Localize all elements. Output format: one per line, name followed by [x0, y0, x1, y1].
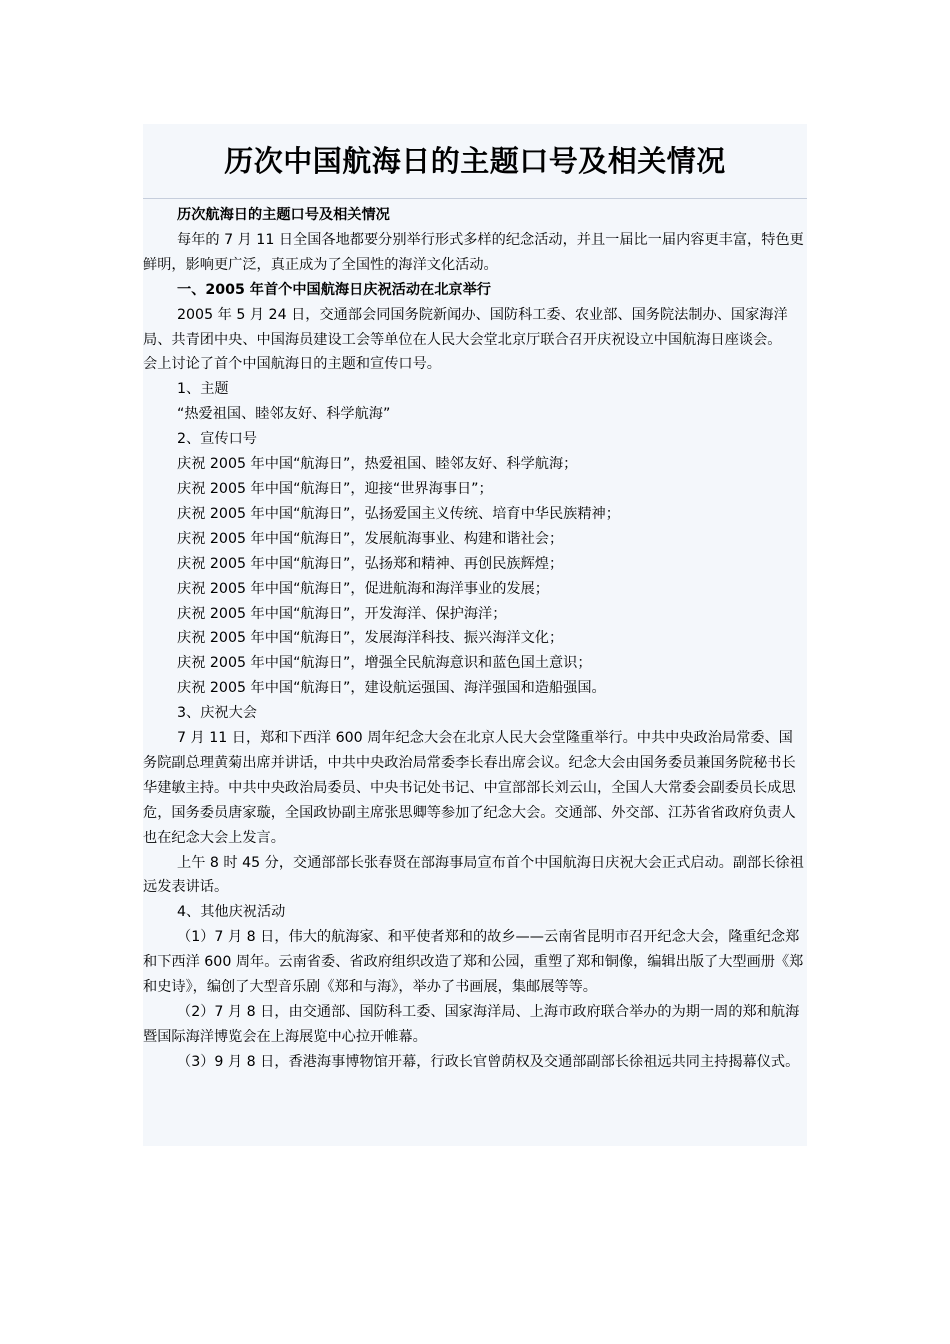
body-paragraph: 1、主题: [177, 381, 229, 398]
body-paragraph: “热爱祖国、睦邻友好、科学航海”: [177, 406, 391, 423]
body-paragraph: 2005 年 5 月 24 日，交通部会同国务院新闻办、国防科工委、农业部、国务院法制办、国家海洋局、共青团中央、中国海员建设工会等单位在人民大会堂北京厅联合召开庆祝设立中国航海日座谈会。: [143, 306, 788, 348]
body-paragraph: 7 月 11 日，郑和下西洋 600 周年纪念大会在北京人民大会堂隆重举行。中共中央政治局常委、国务院副总理黄菊出席并讲话，中共中央政治局常委李长春出席会议。纪念大会由国务委员兼国务院秘书长华建敏主持。中共中央政治局委员、中央书记处书记、中宣部部长刘云山，全国人大常委会副委员长成思危，国务委员唐家璇，全国政协副主席张思卿等参加了纪念大会。交通部、外交部、江苏省省政府负责人也在纪念大会上发言。: [143, 730, 796, 846]
body-paragraph: 每年的 7 月 11 日全国各地都要分别举行形式多样的纪念活动，并且一届比一届内容更丰富，特色更鲜明，影响更广泛，真正成为了全国性的海洋文化活动。: [143, 231, 804, 273]
body-paragraph: 庆祝 2005 年中国“航海日”，增强全民航海意识和蓝色国土意识；: [177, 655, 592, 672]
title-band: [143, 124, 807, 199]
body-paragraph: 庆祝 2005 年中国“航海日”，发展海洋科技、振兴海洋文化；: [177, 630, 564, 647]
section-heading: 一、2005 年首个中国航海日庆祝活动在北京举行: [177, 281, 491, 298]
body-paragraph: 庆祝 2005 年中国“航海日”，迎接“世界海事日”；: [177, 480, 493, 497]
body-paragraph: （1）7 月 8 日，伟大的航海家、和平使者郑和的故乡——云南省昆明市召开纪念大会，隆重纪念郑和下西洋 600 周年。云南省委、省政府组织改造了郑和公园，重塑了郑和铜像，编辑出版了大型画册《郑和史诗》，编创了大型音乐剧《郑和与海》，举办了书画展，集邮展等等。: [143, 929, 804, 996]
body-paragraph: 3、庆祝大会: [177, 705, 257, 722]
body-paragraph: （2）7 月 8 日，由交通部、国防科工委、国家海洋局、上海市政府联合举办的为期一周的郑和航海暨国际海洋博览会在上海展览中心拉开帷幕。: [143, 1004, 800, 1045]
body-paragraph: 2、宣传口号: [177, 431, 257, 448]
body-paragraph: 庆祝 2005 年中国“航海日”，促进航海和海洋事业的发展；: [177, 580, 549, 597]
body-paragraph: 庆祝 2005 年中国“航海日”，弘扬郑和精神、再创民族辉煌；: [177, 555, 564, 572]
document-body: [143, 199, 807, 1075]
body-paragraph: 4、其他庆祝活动: [177, 904, 286, 921]
document-title: 历次中国航海日的主题口号及相关情况: [224, 143, 726, 178]
body-paragraph: （3）9 月 8 日，香港海事博物馆开幕，行政长官曾荫权及交通部副部长徐祖远共同主持揭幕仪式。: [177, 1053, 800, 1070]
body-paragraph: 庆祝 2005 年中国“航海日”，弘扬爱国主义传统、培育中华民族精神；: [177, 505, 620, 522]
document-page: [143, 124, 807, 1146]
body-paragraph: 上午 8 时 45 分，交通部部长张春贤在部海事局宣布首个中国航海日庆祝大会正式启动。副部长徐祖远发表讲话。: [143, 854, 804, 896]
body-paragraph: 会上讨论了首个中国航海日的主题和宣传口号。: [143, 356, 441, 373]
section-heading: 历次航海日的主题口号及相关情况: [177, 207, 390, 223]
body-paragraph: 庆祝 2005 年中国“航海日”，建设航运强国、海洋强国和造船强国。: [177, 680, 606, 697]
body-paragraph: 庆祝 2005 年中国“航海日”，热爱祖国、睦邻友好、科学航海；: [177, 456, 578, 473]
body-paragraph: 庆祝 2005 年中国“航海日”，发展航海事业、构建和谐社会；: [177, 530, 564, 547]
body-paragraph: 庆祝 2005 年中国“航海日”，开发海洋、保护海洋；: [177, 605, 507, 622]
